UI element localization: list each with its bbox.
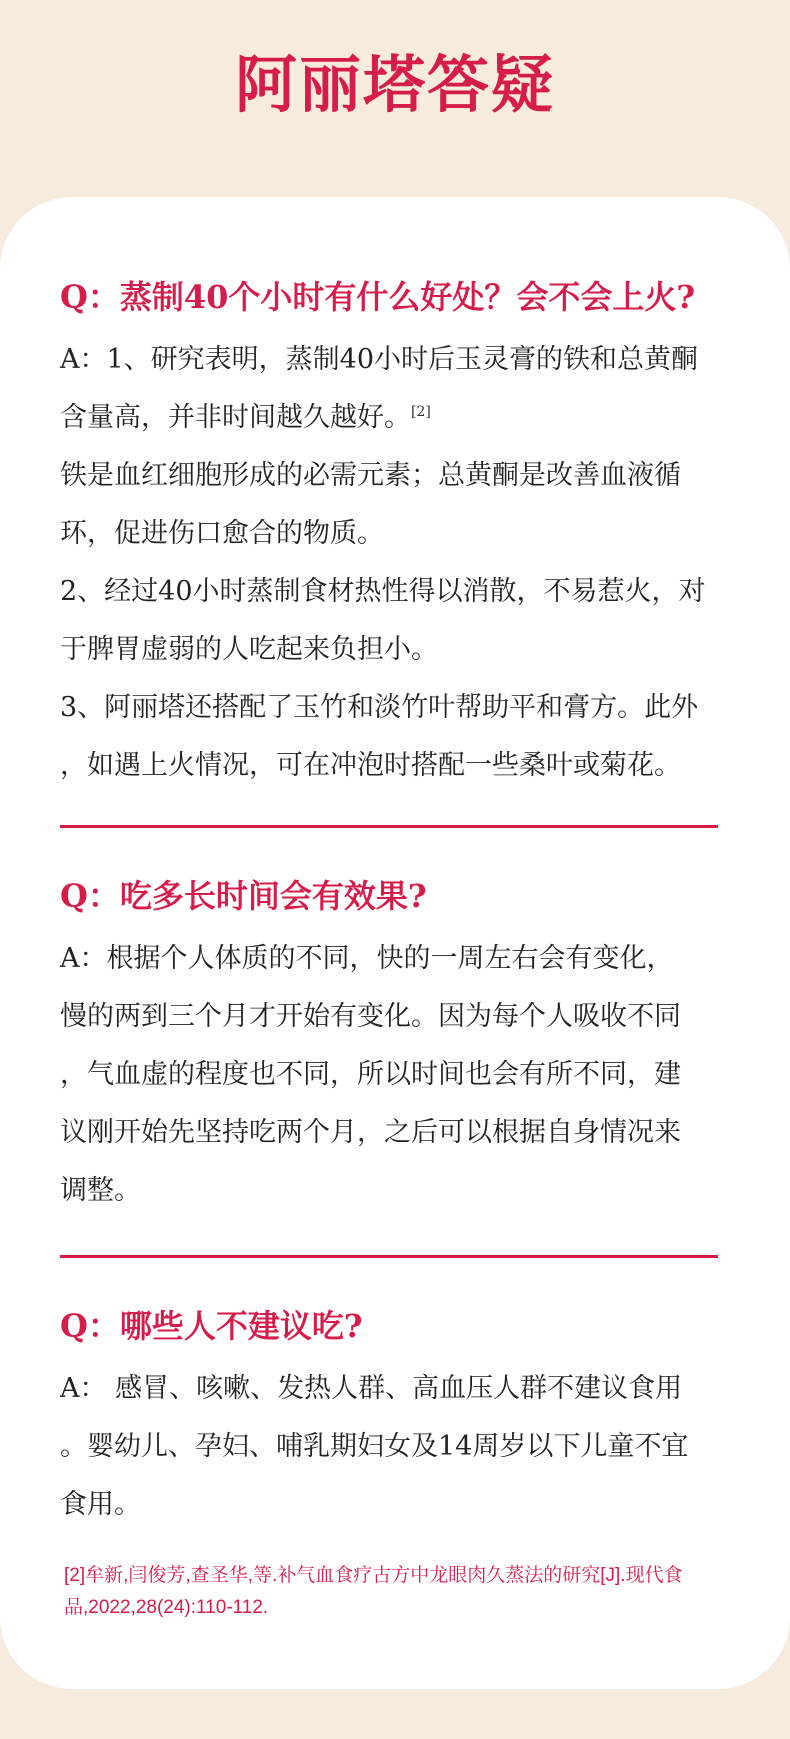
answer-line: 2、经过40小时蒸制食材热性得以消散，不易惹火，对 <box>60 576 706 607</box>
answer-line-text: 含量高，并非时间越久越好。 <box>60 402 411 433</box>
faq-answer <box>60 930 722 1220</box>
section-divider <box>60 825 718 828</box>
answer-line: A：1、研究表明，蒸制40小时后玉灵膏的铁和总黄酮 <box>60 344 699 375</box>
answer-line: 3、阿丽塔还搭配了玉竹和淡竹叶帮助平和膏方。此外 <box>60 692 699 723</box>
answer-line: 。婴幼儿、孕妇、哺乳期妇女及14周岁以下儿童不宜 <box>60 1431 689 1462</box>
page-title: 阿丽塔答疑 <box>234 48 555 121</box>
faq-question: Q：吃多长时间会有效果? <box>60 877 427 915</box>
reference-note: [2]牟新,闫俊芳,查圣华,等.补气血食疗古方中龙眼肉久蒸法的研究[J].现代食品,2022,28(24):110-112. <box>64 1565 683 1618</box>
answer-line: 议刚开始先坚持吃两个月，之后可以根据自身情况来 <box>60 1117 681 1148</box>
faq-item-effect-time <box>60 876 722 1220</box>
answer-line: ，如遇上火情况，可在冲泡时搭配一些桑叶或菊花。 <box>60 750 681 781</box>
answer-line: A：根据个人体质的不同，快的一周左右会有变化， <box>60 943 674 974</box>
answer-line: 慢的两到三个月才开始有变化。因为每个人吸收不同 <box>60 1001 681 1032</box>
answer-line: 食用。 <box>60 1489 141 1520</box>
faq-item-steaming-benefits <box>60 277 722 795</box>
answer-line: A： 感冒、咳嗽、发热人群、高血压人群不建议食用 <box>60 1373 683 1404</box>
answer-line: 于脾胃虚弱的人吃起来负担小。 <box>60 634 438 665</box>
faq-answer <box>60 1360 722 1534</box>
faq-item-not-recommended <box>60 1306 722 1534</box>
answer-line <box>60 389 722 447</box>
faq-answer <box>60 331 722 795</box>
answer-line: ，气血虚的程度也不同，所以时间也会有所不同，建 <box>60 1059 681 1090</box>
citation-marker: [2] <box>411 404 431 420</box>
answer-line: 铁是血红细胞形成的必需元素；总黄酮是改善血液循 <box>60 460 681 491</box>
faq-question: Q：蒸制40个小时有什么好处？会不会上火? <box>60 278 696 316</box>
answer-line: 环，促进伤口愈合的物质。 <box>60 518 384 549</box>
section-divider <box>60 1255 718 1258</box>
faq-question: Q：哪些人不建议吃? <box>60 1307 363 1345</box>
answer-line: 调整。 <box>60 1175 141 1206</box>
